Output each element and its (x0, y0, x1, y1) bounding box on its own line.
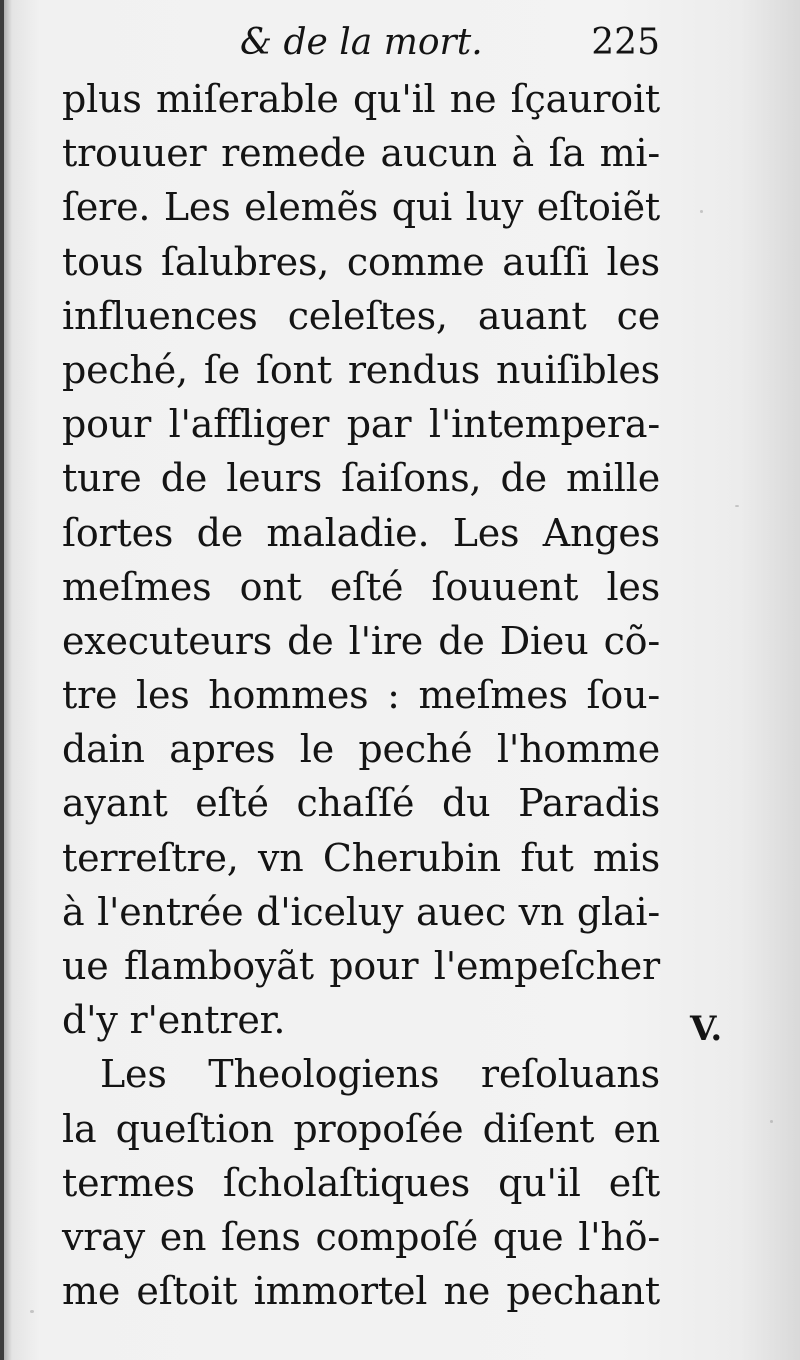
paragraph-start-line: Les Theologiens reſoluans (100, 1052, 660, 1097)
paper-speck (735, 505, 739, 507)
text-line: à l'entrée d'iceluy auec vn glai- (62, 889, 660, 934)
text-line: me eſtoit immortel ne pechant (62, 1269, 660, 1314)
text-line: dain apres le peché l'homme (62, 727, 660, 772)
text-line: executeurs de l'ire de Dieu cõ- (62, 618, 660, 663)
text-line: plus miſerable qu'il ne ſçauroit (62, 77, 660, 121)
text-line: trouuer remede aucun à ſa mi- (62, 131, 660, 176)
page-header (240, 18, 660, 68)
text-line: terreſtre, vn Cherubin fut mis (62, 835, 660, 880)
text-line: ayant eſté chaſſé du Paradis (62, 781, 660, 826)
body-text (62, 72, 660, 1318)
running-head: & de la mort. (240, 22, 483, 63)
marginal-section-number: V. (690, 1009, 723, 1049)
text-line: ue flamboyãt pour l'empeſcher (62, 944, 660, 988)
text-line: tre les hommes : meſmes ſou- (62, 673, 660, 718)
text-line: influences celeſtes, auant ce (62, 293, 660, 338)
text-line: d'y r'entrer. (62, 998, 286, 1043)
text-line: termes ſcholaſtiques qu'il eſt (62, 1160, 660, 1205)
text-line: vray en ſens compoſé que l'hõ- (62, 1214, 660, 1259)
page-number: 225 (591, 22, 660, 63)
text-line: ſortes de maladie. Les Anges (62, 510, 660, 555)
text-line: la queſtion propoſée diſent en (62, 1106, 660, 1151)
paper-speck (700, 210, 703, 213)
paper-speck (770, 1120, 773, 1123)
page-spine-edge (0, 0, 4, 1360)
text-line: pour l'affliger par l'intempera- (62, 402, 660, 447)
text-line: ſere. Les elemẽs qui luy eſtoiẽt (62, 185, 660, 230)
paper-speck (30, 1310, 34, 1313)
text-line: meſmes ont eſté ſouuent les (62, 564, 660, 609)
text-line: tous ſalubres, comme auſſi les (62, 239, 660, 284)
text-line: ture de leurs ſaiſons, de mille (62, 456, 660, 501)
text-line: peché, ſe ſont rendus nuiſibles (62, 347, 660, 392)
